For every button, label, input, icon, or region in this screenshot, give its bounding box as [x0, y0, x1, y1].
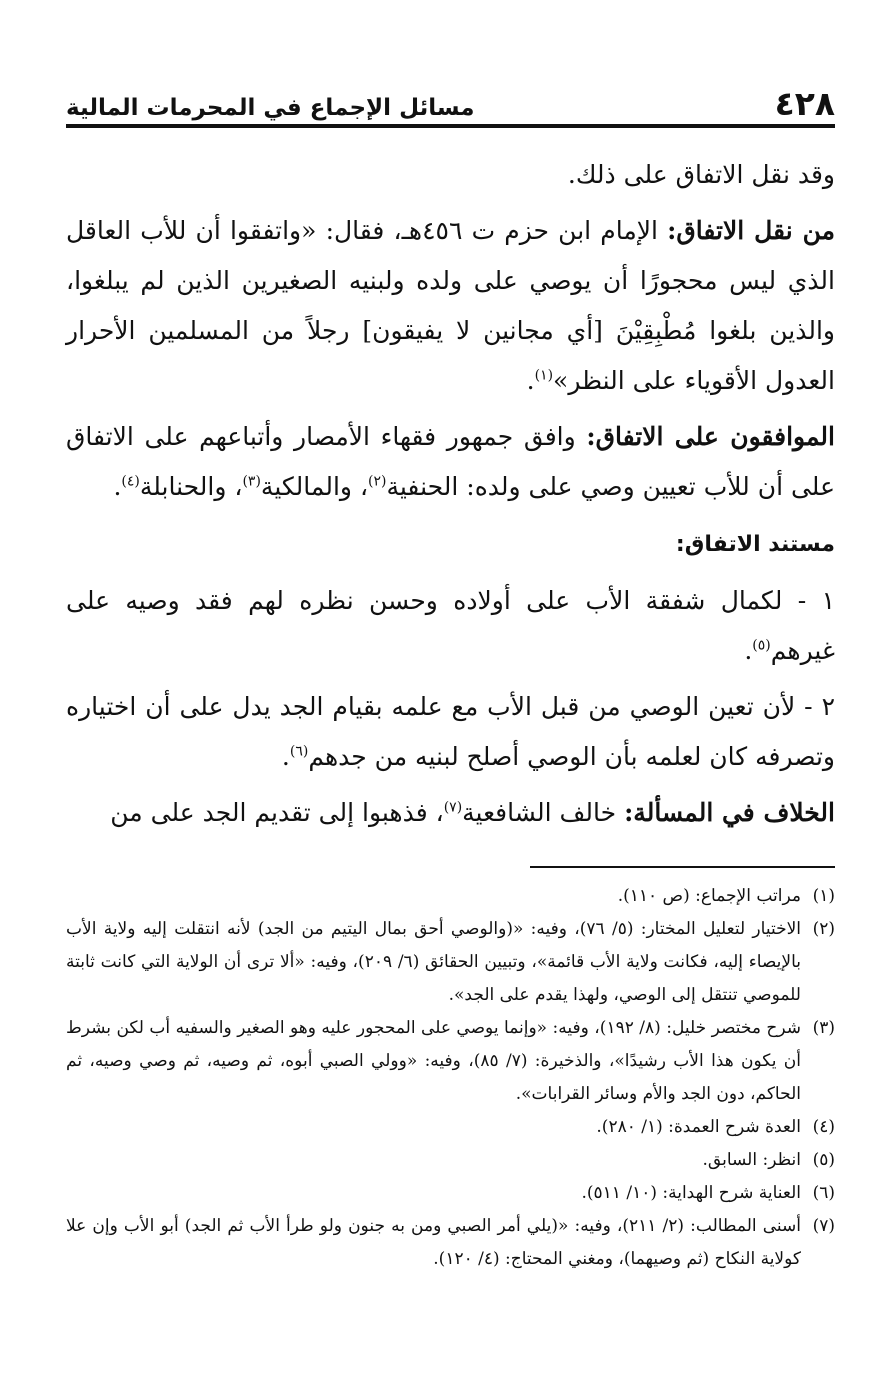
dispute-text-b: ، فذهبوا إلى تقديم الجد على من — [110, 798, 444, 827]
footnote-ref-4[interactable]: (٤) — [121, 473, 140, 490]
main-text — [66, 150, 835, 844]
period: . — [113, 472, 122, 501]
term-dispute: الخلاف في المسألة: — [624, 798, 835, 827]
footnote-text: شرح مختصر خليل: (٨/ ١٩٢)، وفيه: «وإنما يوصي على المحجور عليه وهو الصغير والسفيه أب لكن بشرط أن يكون هذا الأب رشيدًا»، والذخيرة: (٧/ ٨٥)، وفيه: «وولي الصبي أبوه، ثم وصيه، ثم وصي وصيه، ثم الحاكم، دون الجد والأم وسائر القرابات». — [66, 1018, 801, 1104]
footnote-divider — [530, 866, 835, 868]
transmitter-text: الإمام ابن حزم ت ٤٥٦هـ، فقال: «واتفقوا أن للأب العاقل الذي ليس محجورًا أن يوصي على ولده ولبنيه الصغيرين الذين لم يبلغوا، والذين بلغوا مُطْبِقِيْنَ [أي مجانين لا يفيقون] رجلاً من المسلمين الأحرار العدول الأقوياء على النظر» — [66, 216, 835, 395]
term-transmitter: من نقل الاتفاق: — [667, 216, 835, 245]
paragraph-dispute — [66, 788, 835, 838]
footnotes — [66, 880, 835, 1276]
agreeing-text-c: ، والحنابلة — [139, 472, 243, 501]
footnote-text: انظر: السابق. — [702, 1150, 801, 1170]
footnote-number: (٣) — [812, 1018, 835, 1038]
term-agreeing: الموافقون على الاتفاق: — [586, 422, 835, 451]
basis-heading: مستند الاتفاق: — [675, 532, 835, 557]
footnote-text: العدة شرح العمدة: (١/ ٢٨٠). — [596, 1117, 801, 1137]
footnote-number: (٦) — [812, 1183, 835, 1203]
period: . — [281, 742, 290, 771]
footnote-5 — [66, 1144, 835, 1177]
page-number: ٤٢٨ — [774, 84, 835, 123]
footnote-number: (٢) — [812, 919, 835, 939]
agreeing-text-b: ، والمالكية — [260, 472, 369, 501]
footnote-text: الاختيار لتعليل المختار: (٥/ ٧٦)، وفيه: «(والوصي أحق بمال اليتيم من الجد) لأنه انتقلت إليه ولاية الأب بالإيصاء إليه، فكانت ولاية الأب قائمة»، وتبيين الحقائق (٦/ ٢٠٩)، وفيه: «ألا ترى أن الولاية التي كانت ثابتة للموصي تنتقل إلى الوصي، ولهذا يقدم على الجد». — [66, 919, 801, 1005]
footnote-3 — [66, 1012, 835, 1111]
paragraph-transmitter — [66, 206, 835, 406]
paragraph-basis-heading — [66, 518, 835, 570]
footnote-4 — [66, 1111, 835, 1144]
paragraph-agreeing — [66, 412, 835, 512]
footnote-number: (٥) — [812, 1150, 835, 1170]
footnote-ref-3[interactable]: (٣) — [242, 473, 261, 490]
agreeing-text-a: وافق جمهور فقهاء الأمصار وأتباعهم على الاتفاق على أن للأب تعيين وصي على ولده: الحنفية — [66, 422, 835, 501]
paragraph-basis-1 — [66, 576, 835, 676]
footnote-6 — [66, 1177, 835, 1210]
basis-1-text: ١ - لكمال شفقة الأب على أولاده وحسن نظره لهم فقد وصيه على غيرهم — [66, 586, 835, 665]
paragraph-intro: وقد نقل الاتفاق على ذلك. — [567, 160, 835, 189]
footnote-2 — [66, 913, 835, 1012]
footnote-text: العناية شرح الهداية: (١٠/ ٥١١). — [581, 1183, 801, 1203]
dispute-text-a: خالف الشافعية — [462, 798, 617, 827]
footnote-number: (٧) — [812, 1216, 835, 1236]
footnote-number: (٤) — [812, 1117, 835, 1137]
running-header — [66, 62, 835, 128]
footnote-ref-7[interactable]: (٧) — [443, 799, 463, 816]
running-title: مسائل الإجماع في المحرمات المالية — [66, 95, 475, 121]
footnote-7 — [66, 1210, 835, 1276]
footnote-text: مراتب الإجماع: (ص ١١٠). — [617, 886, 801, 906]
footnote-ref-5[interactable]: (٥) — [752, 637, 771, 654]
basis-2-text: ٢ - لأن تعين الوصي من قبل الأب مع علمه بقيام الجد يدل على أن اختياره وتصرفه كان لعلمه بأن الوصي أصلح لبنيه من جدهم — [66, 692, 835, 771]
period: . — [526, 366, 535, 395]
footnote-ref-1[interactable]: (١) — [534, 367, 554, 384]
footnote-1 — [66, 880, 835, 913]
paragraph-basis-2 — [66, 682, 835, 782]
footnote-ref-2[interactable]: (٢) — [368, 473, 387, 490]
footnote-number: (١) — [812, 886, 835, 906]
footnote-text: أسنى المطالب: (٢/ ٢١١)، وفيه: «(يلي أمر الصبي ومن به جنون ولو طرأ الأب ثم الجد) أبو الأب وإن علا كولاية النكاح (ثم وصيهما)، ومغني المحتاج: (٤/ ١٢٠). — [66, 1216, 801, 1269]
period: . — [744, 636, 753, 665]
footnote-ref-6[interactable]: (٦) — [289, 743, 309, 760]
